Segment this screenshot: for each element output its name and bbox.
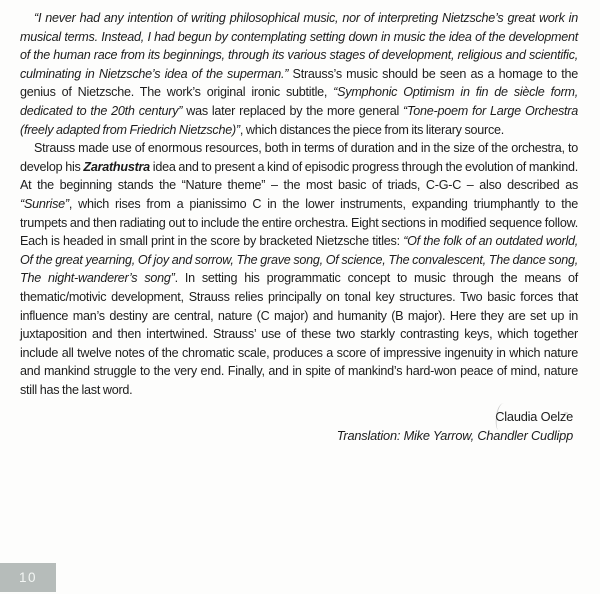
- body-text: [20, 9, 578, 399]
- text-segment: “Symphonic Optimism in fin de siècle form, dedicated to the 20th century”: [20, 85, 579, 118]
- page-number: 10: [18, 570, 38, 585]
- text-segment: was later replaced by the more general: [182, 103, 404, 118]
- scan-artifact-dot: [564, 412, 568, 414]
- text-segment: “I never had any intention of writing philosophical music, nor of interpreting Nietzsche’s great work in musical terms. Instead, I had begun by contemplating setting down in music the idea of the development of the human race from its beginnings, through its various stages of development, religious and scientific, culminating in Nietzsche’s idea of the superman.”: [20, 11, 578, 81]
- page-number-box: [0, 563, 56, 592]
- page-content: [20, 9, 578, 445]
- text-segment: idea and to present a kind of episodic progress through the evolution of mankind. At the beginning stands the “Nature theme” – the most basic of triads, C-G-C – also described as: [20, 159, 578, 193]
- byline-translation: Translation: Mike Yarrow, Chandler Cudlipp: [336, 428, 573, 444]
- text-segment: Zarathustra: [83, 159, 150, 174]
- text-segment: “Of the folk of an outdated world, Of the great yearning, Of joy and sorrow, The grave song, Of science, The convalescent, The dance song, The night-wanderer’s song”: [20, 234, 578, 286]
- text-segment: , which rises from a pianissimo C in the lower instruments, expanding triumphantly to the trumpets and then radiating out to include the entire orchestra. Eight sections in modified sequence follow. Each is headed in small print in the score by bracketed Nietzsche titles:: [20, 196, 578, 249]
- byline-author: Claudia Oelze: [495, 409, 573, 425]
- text-segment: Strauss made use of enormous resources, both in terms of duration and in the size of the orchestra, to develop his: [20, 141, 578, 174]
- paragraph: [20, 139, 578, 399]
- text-segment: Strauss’s music should be seen as a homage to the genius of Nietzsche. The work’s original ironic subtitle,: [20, 66, 578, 100]
- text-segment: . In setting his programmatic concept to music through the means of thematic/motivic development, Strauss relies principally on tonal key structures. Two basic forces that influence man’s destiny are central, nature (C major) and humanity (B major). Here they are set up in juxtaposition and then intertwined. Strauss’ use of these two starkly contrasting keys, which together include all twelve notes of the chromatic scale, produces a score of impressive ingenuity in which nature and mankind struggle to the very end. Finally, and in spite of mankind’s hard-won peace of mind, nature still has the last word.: [20, 271, 579, 397]
- text-segment: “Sunrise”: [20, 196, 69, 211]
- text-segment: “Tone-poem for Large Orchestra (freely adapted from Friedrich Nietzsche)”: [20, 103, 578, 137]
- byline: [20, 407, 573, 445]
- text-segment: , which distances the piece from its literary source.: [239, 122, 504, 137]
- paragraph: [20, 9, 578, 139]
